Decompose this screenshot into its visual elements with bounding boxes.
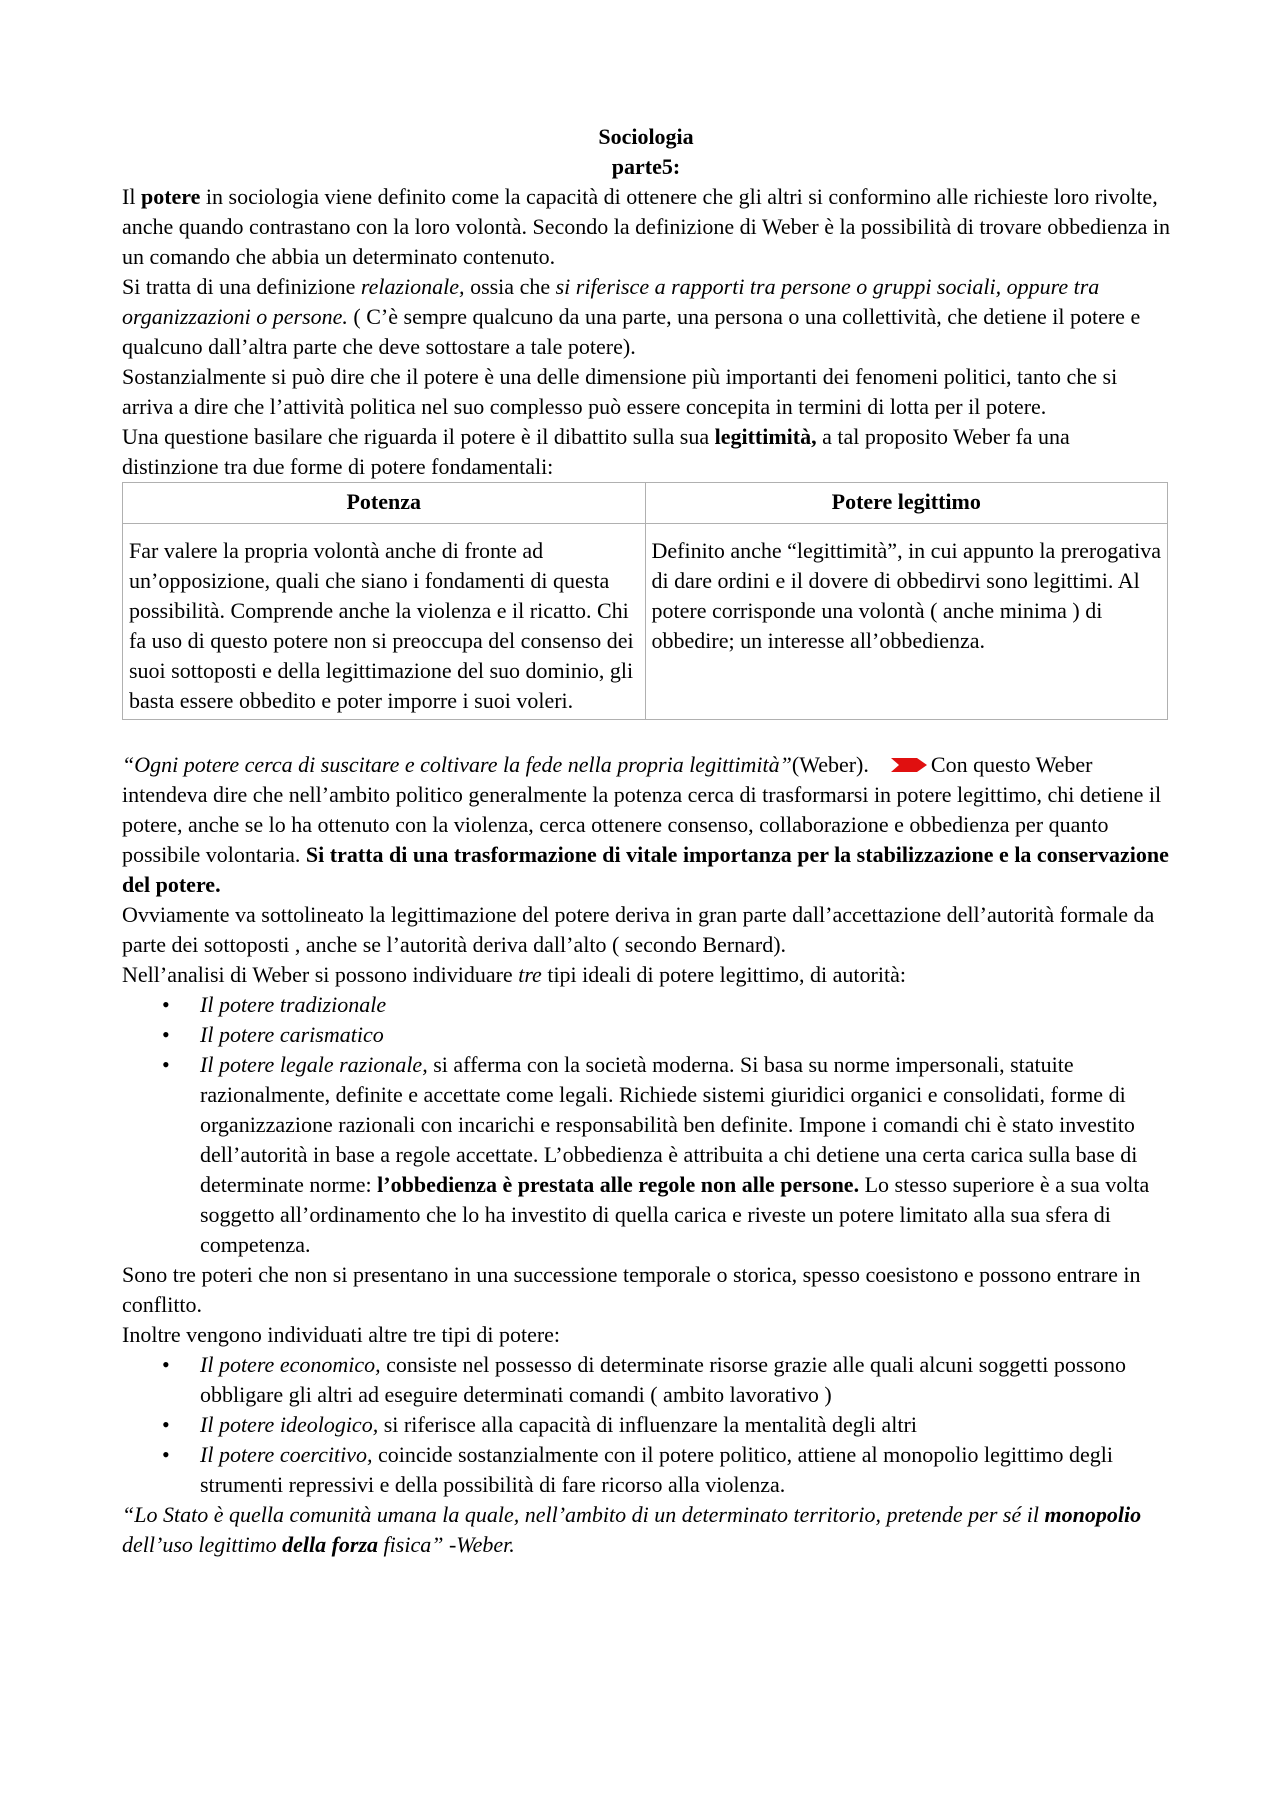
term-legittimita: legittimità, xyxy=(714,424,817,449)
quote-weber-paragraph xyxy=(122,750,1170,900)
quote-con: Con xyxy=(930,752,968,777)
relational-text-e: ( C’è sempre qualcuno da una parte, una persona o una collettività, che detiene il potere e qualcuno dall’altra parte che deve sottostare a tale potere). xyxy=(122,304,1141,359)
state-quote xyxy=(122,1502,1141,1557)
weber-types-paragraph xyxy=(122,960,1170,990)
relational-italic-definition: si riferisce a rapporti tra persone o gruppi sociali, oppure tra organizzazioni o persone. xyxy=(122,274,1100,329)
arrow-right-icon xyxy=(889,756,929,774)
header-potenza: Potenza xyxy=(123,483,646,524)
other-powers-intro: Inoltre vengono individuati altre tre tipi di potere: xyxy=(122,1322,561,1347)
list-item xyxy=(200,1050,1170,1260)
other-powers-list xyxy=(122,1350,1170,1500)
legitimacy-paragraph xyxy=(122,422,1170,482)
intro-paragraph xyxy=(122,182,1170,272)
list-item xyxy=(200,1020,1170,1050)
document-page xyxy=(122,122,1170,1560)
substance-paragraph: Sostanzialmente si può dire che il potere è una delle dimensione più importanti dei fenomeni politici, tanto che si arriva a dire che l’attività politica nel suo complesso può essere concepita in termini di lotta per il potere. xyxy=(122,364,1118,419)
doc-title: Sociologia xyxy=(598,124,694,149)
type-carismatico: Il potere carismatico xyxy=(200,1022,384,1047)
list-item xyxy=(200,1440,1170,1500)
type-legale-text: si afferma con la società moderna. Si basa su norme impersonali, statuite razionalmente, definite e accettate come legali. Richiede sistemi giuridici organici e consolidati, forme di organizzazione razionali con incarichi e responsabilità ben definite. Impone i comandi chi è stato investito dell’autorità in base a regole accettate. L’obbedienza è attribuita a chi detiene una certa carica sulla base di determinate norme: xyxy=(200,1052,1138,1197)
power-economico-text: consiste nel possesso di determinate risorse grazie alle quali alcuni soggetti possono obbligare gli altri ad eseguire determinati comandi ( ambito lavorativo ) xyxy=(200,1352,1127,1407)
type-legale-end: Lo stesso superiore è a sua volta soggetto all’ordinamento che lo ha investito di quella carica e riveste un potere limitato alla sua sfera di competenza. xyxy=(200,1172,1150,1257)
term-potere: potere xyxy=(140,184,201,209)
relational-text-c: ossia che xyxy=(464,274,556,299)
power-ideologico: Il potere ideologico, xyxy=(200,1412,379,1437)
obviously-paragraph: Ovviamente va sottolineato la legittimazione del potere deriva in gran parte dall’accettazione dell’autorità formale da parte dei sottoposti , anche se l’autorità deriva dall’alto ( secondo Bernard). xyxy=(122,902,1155,957)
quote-explanation: questo Weber intendeva dire che nell’ambito politico generalmente la potenza cerca di trasformarsi in potere legittimo, chi detiene il potere, anche se lo ha ottenuto con la violenza, cerca ottenere consenso, collaborazione e obbedienza per quanto possibile volontaria. xyxy=(122,752,1162,867)
three-powers-paragraph: Sono tre poteri che non si presentano in una successione temporale o storica, spesso coesistono e possono entrare in conflitto. xyxy=(122,1262,1141,1317)
doc-subtitle: parte5: xyxy=(611,154,681,179)
quote-weber: “Ogni potere cerca di suscitare e coltivare la fede nella propria legittimità” xyxy=(122,752,792,777)
power-coercitivo-text: coincide sostanzialmente con il potere politico, attiene al monopolio legittimo degli strumenti repressivi e della possibilità di fare ricorso alla violenza. xyxy=(200,1442,1113,1497)
table-row xyxy=(123,524,1168,720)
table-header-row xyxy=(123,483,1168,524)
quote-bold-conclusion: Si tratta di una trasformazione di vitale importanza per la stabilizzazione e la conservazione del potere. xyxy=(122,842,1169,897)
state-quote-a: “Lo Stato è quella comunità umana la quale, nell’ambito di un determinato territorio, pretende per sé il xyxy=(122,1502,1045,1527)
term-relazionale: relazionale, xyxy=(360,274,465,299)
list-item xyxy=(200,1410,1170,1440)
weber-types-c: tipi ideali di potere legittimo, di autorità: xyxy=(541,962,906,987)
relational-paragraph xyxy=(122,272,1170,362)
term-della-forza: della forza xyxy=(282,1532,379,1557)
list-item xyxy=(200,1350,1170,1410)
intro-il: Il xyxy=(122,184,141,209)
quote-source: (Weber). xyxy=(791,752,869,777)
cell-potenza: Far valere la propria volontà anche di fronte ad un’opposizione, quali che siano i fondamenti di questa possibilità. Comprende anche la violenza e il ricatto. Chi fa uso di questo potere non si preoccupa del consenso dei suoi sottoposti e della legittimazione del suo dominio, gli basta essere obbedito e poter imporre i suoi voleri. xyxy=(123,524,646,720)
header-potere-legittimo: Potere legittimo xyxy=(645,483,1168,524)
type-tradizionale: Il potere tradizionale xyxy=(200,992,387,1017)
authority-types-list xyxy=(122,990,1170,1260)
power-coercitivo: Il potere coercitivo, xyxy=(200,1442,373,1467)
term-tre: tre xyxy=(518,962,542,987)
state-quote-c: dell’uso legittimo xyxy=(122,1532,283,1557)
spacer xyxy=(122,720,1170,750)
relational-text-a: Si tratta di una definizione xyxy=(122,274,361,299)
term-monopolio: monopolio xyxy=(1044,1502,1142,1527)
power-ideologico-text: si riferisce alla capacità di influenzare la mentalità degli altri xyxy=(378,1412,917,1437)
state-quote-paragraph xyxy=(122,1500,1170,1560)
intro-text: in sociologia viene definito come la capacità di ottenere che gli altri si conformino alle richieste loro rivolte, anche quando contrastano con la loro volontà. Secondo la definizione di Weber è la possibilità di trovare obbedienza in un comando che abbia un determinato contenuto. xyxy=(122,184,1170,269)
legit-text-c: a tal proposito Weber fa una distinzione tra due forme di potere fondamentali: xyxy=(122,424,1070,479)
power-comparison-table xyxy=(122,482,1168,720)
type-legale-razionale: Il potere legale razionale, xyxy=(200,1052,428,1077)
power-economico: Il potere economico, xyxy=(200,1352,381,1377)
state-quote-e: fisica” -Weber. xyxy=(378,1532,515,1557)
weber-types-a: Nell’analisi di Weber si possono individuare xyxy=(122,962,519,987)
list-item xyxy=(200,990,1170,1020)
cell-potere-legittimo: Definito anche “legittimità”, in cui appunto la prerogativa di dare ordini e il dovere di obbedirvi sono legittimi. Al potere corrisponde una volontà ( anche minima ) di obbedire; un interesse all’obbedienza. xyxy=(645,524,1168,720)
type-legale-bold: l’obbedienza è prestata alle regole non alle persone. xyxy=(377,1172,860,1197)
legit-text-a: Una questione basilare che riguarda il potere è il dibattito sulla sua xyxy=(122,424,715,449)
